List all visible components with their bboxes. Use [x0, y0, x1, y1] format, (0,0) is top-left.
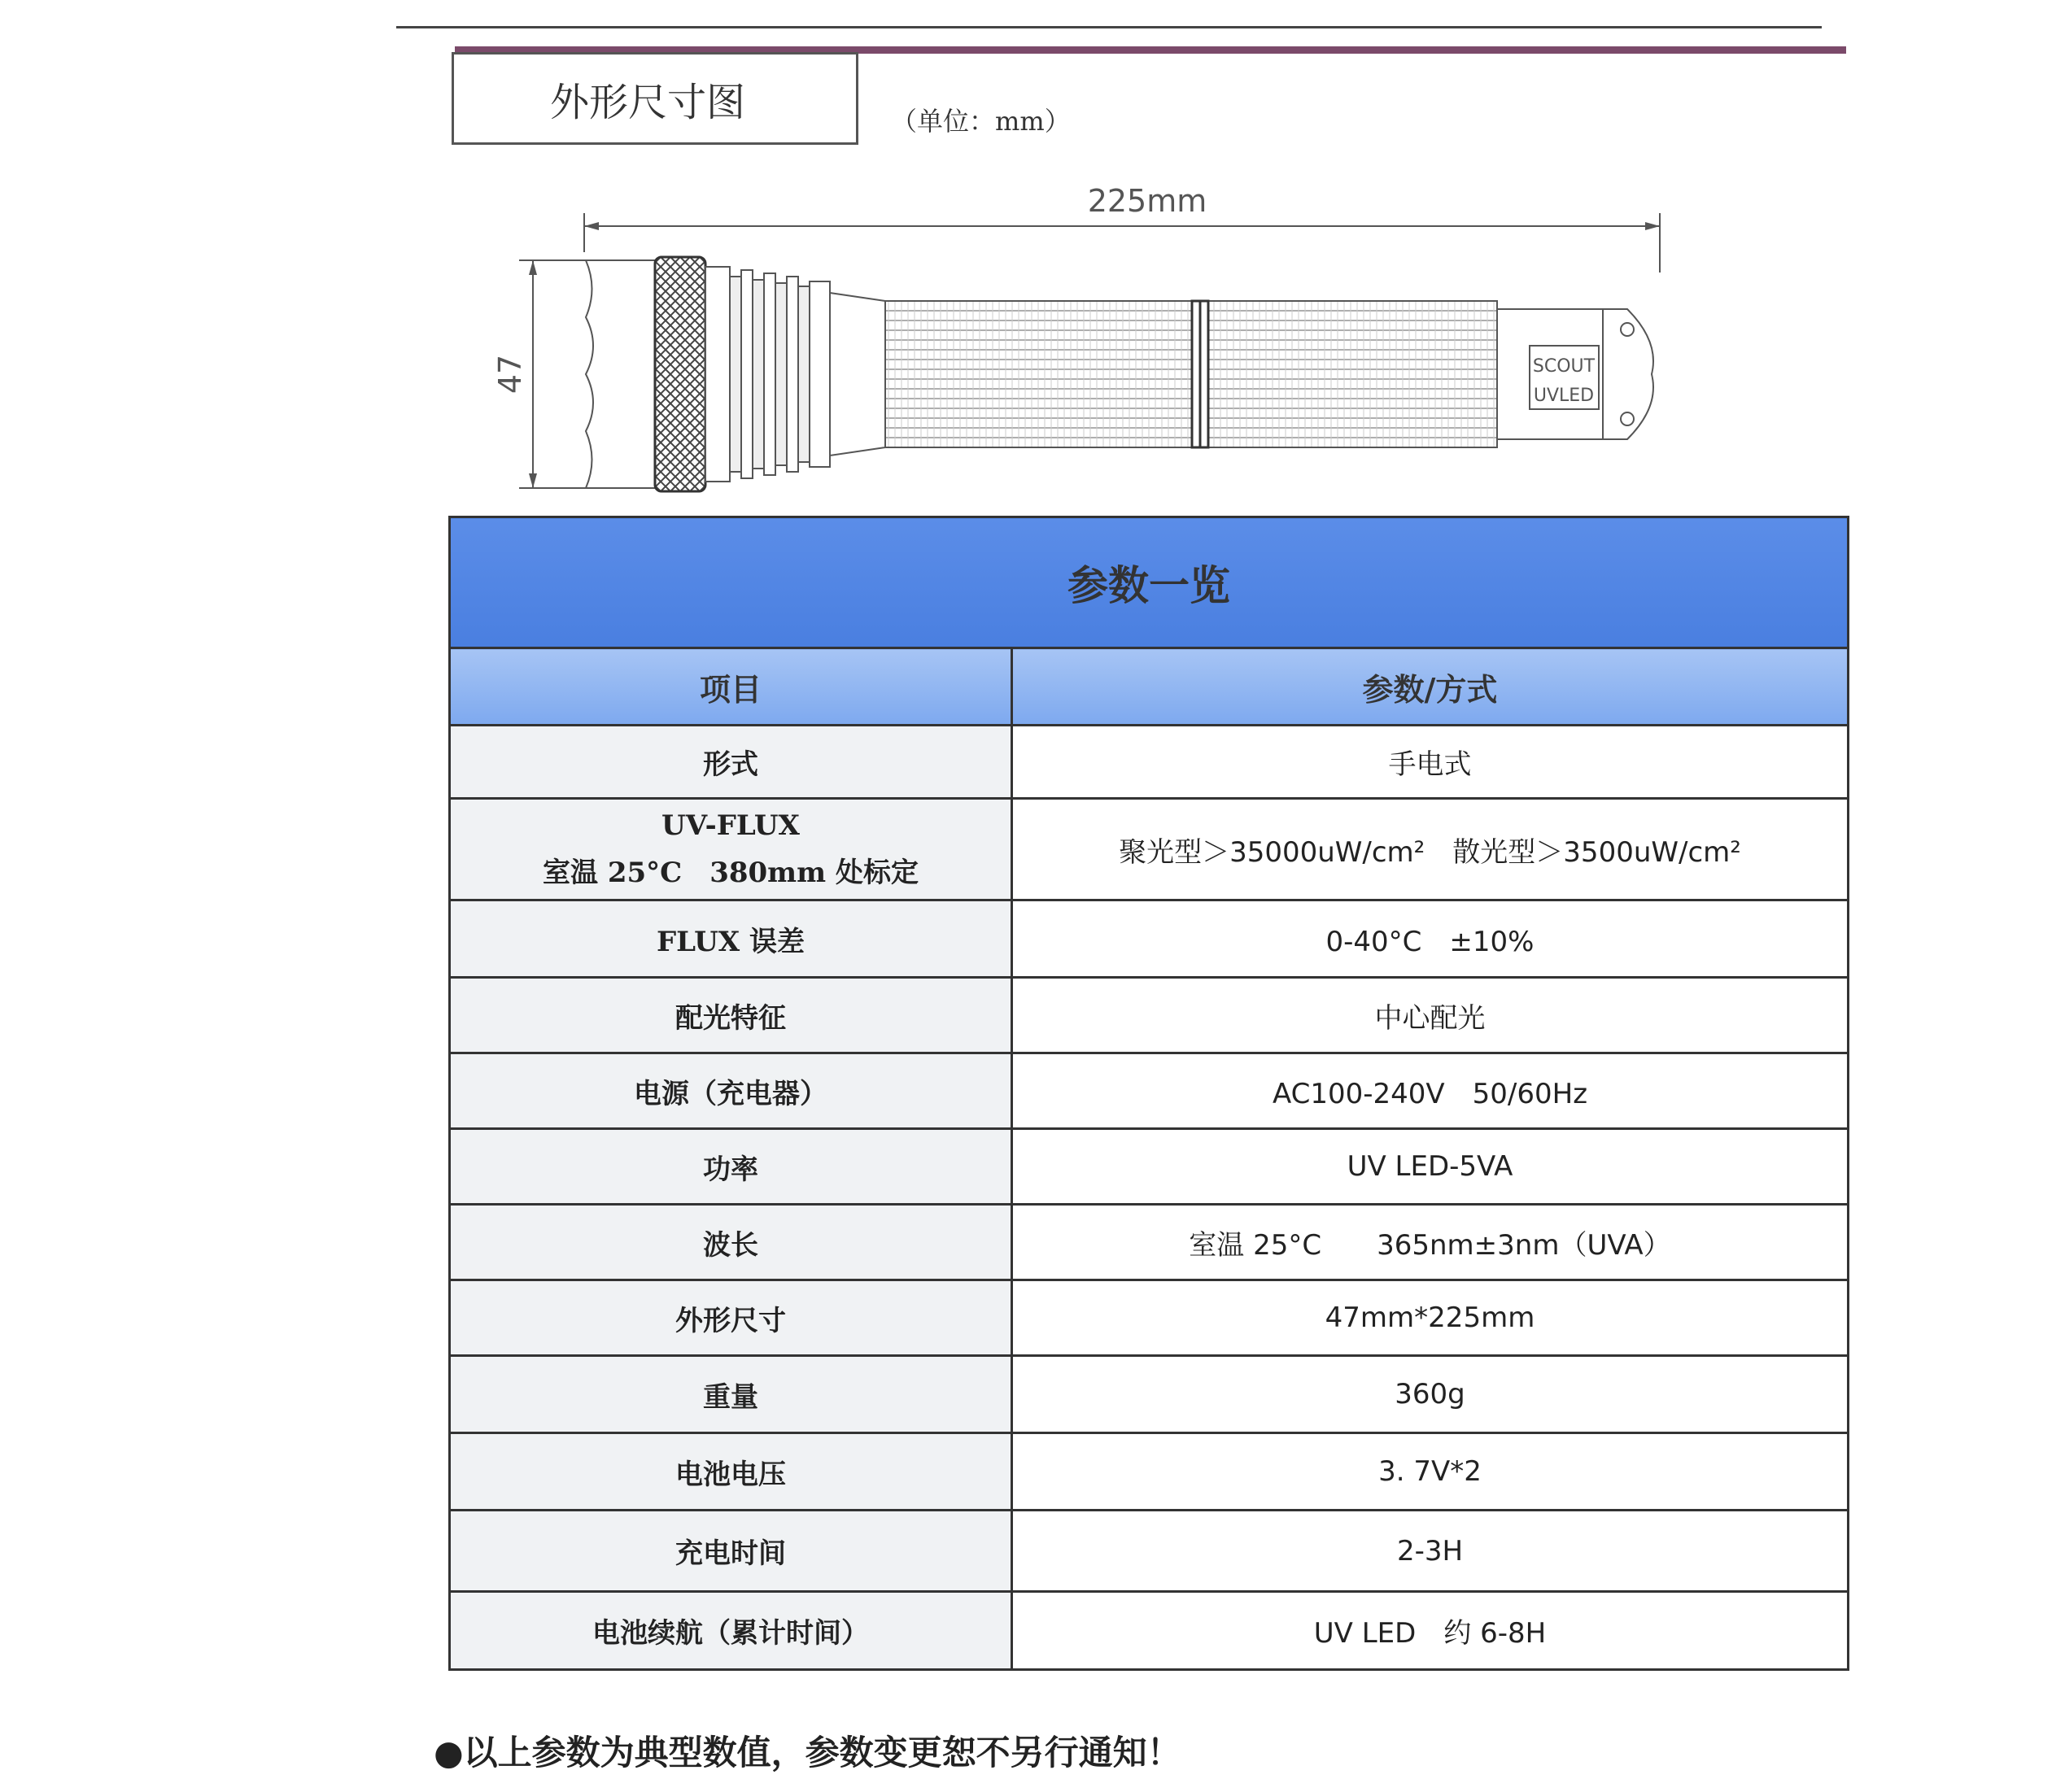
brand-text-1: SCOUT	[1532, 356, 1596, 377]
table-row	[450, 1053, 1849, 1129]
row-value: 室温 25°C 365nm±3nm（UVA）	[1012, 1205, 1849, 1280]
row-item: 电源（充电器）	[450, 1053, 1012, 1129]
unit-note: （单位：mm）	[891, 106, 1071, 137]
row-value: 0-40°C ±10%	[1012, 900, 1849, 978]
table-row	[450, 900, 1849, 978]
table-row	[450, 1205, 1849, 1280]
section-title-text: 外形尺寸图	[550, 79, 746, 125]
row-value: 中心配光	[1012, 978, 1849, 1053]
section-title	[452, 52, 858, 145]
top-rule	[396, 26, 1822, 28]
table-row	[450, 1433, 1849, 1511]
brand-text-2: UVLED	[1533, 386, 1595, 406]
row-item: UV-FLUX 室温 25°C 380mm 处标定	[450, 799, 1012, 900]
row-value: 3. 7V*2	[1012, 1433, 1849, 1511]
knurled-bezel	[655, 257, 705, 491]
table-row	[450, 1356, 1849, 1433]
length-label: 225mm	[1087, 183, 1207, 219]
col-param-header: 参数/方式	[1012, 648, 1849, 726]
table-row	[450, 1511, 1849, 1592]
table-title-row	[450, 517, 1849, 648]
row-item: 形式	[450, 726, 1012, 799]
row-item: 配光特征	[450, 978, 1012, 1053]
diameter-label: 47	[492, 354, 528, 395]
row-item-subtext: 室温 25°C 380mm 处标定	[543, 856, 919, 889]
row-value: 手电式	[1012, 726, 1849, 799]
table-row	[450, 726, 1849, 799]
table-row	[450, 1280, 1849, 1356]
row-item: 重量	[450, 1356, 1012, 1433]
spec-table	[448, 516, 1849, 1671]
row-value: 47mm*225mm	[1012, 1280, 1849, 1356]
table-row	[450, 799, 1849, 900]
row-item: 外形尺寸	[450, 1280, 1012, 1356]
row-item: 功率	[450, 1129, 1012, 1205]
footnote: ●以上参数为典型数值，参数变更恕不另行通知！	[434, 1733, 1181, 1772]
row-item: 波长	[450, 1205, 1012, 1280]
row-item: 电池电压	[450, 1433, 1012, 1511]
row-item: FLUX 误差	[450, 900, 1012, 978]
row-item: 电池续航（累计时间）	[450, 1592, 1012, 1670]
row-value: AC100-240V 50/60Hz	[1012, 1053, 1849, 1129]
row-value: 2-3H	[1012, 1511, 1849, 1592]
row-item: 充电时间	[450, 1511, 1012, 1592]
table-row	[450, 1129, 1849, 1205]
table-row	[450, 1592, 1849, 1670]
col-item-header: 项目	[450, 648, 1012, 726]
row-value: UV LED-5VA	[1012, 1129, 1849, 1205]
flashlight-dimension-drawing	[456, 179, 1684, 504]
row-value: UV LED 约 6-8H	[1012, 1592, 1849, 1670]
row-value: 聚光型＞35000uW/cm² 散光型＞3500uW/cm²	[1012, 799, 1849, 900]
table-header-row	[450, 648, 1849, 726]
table-row	[450, 978, 1849, 1053]
table-title: 参数一览	[450, 517, 1849, 648]
row-value: 360g	[1012, 1356, 1849, 1433]
